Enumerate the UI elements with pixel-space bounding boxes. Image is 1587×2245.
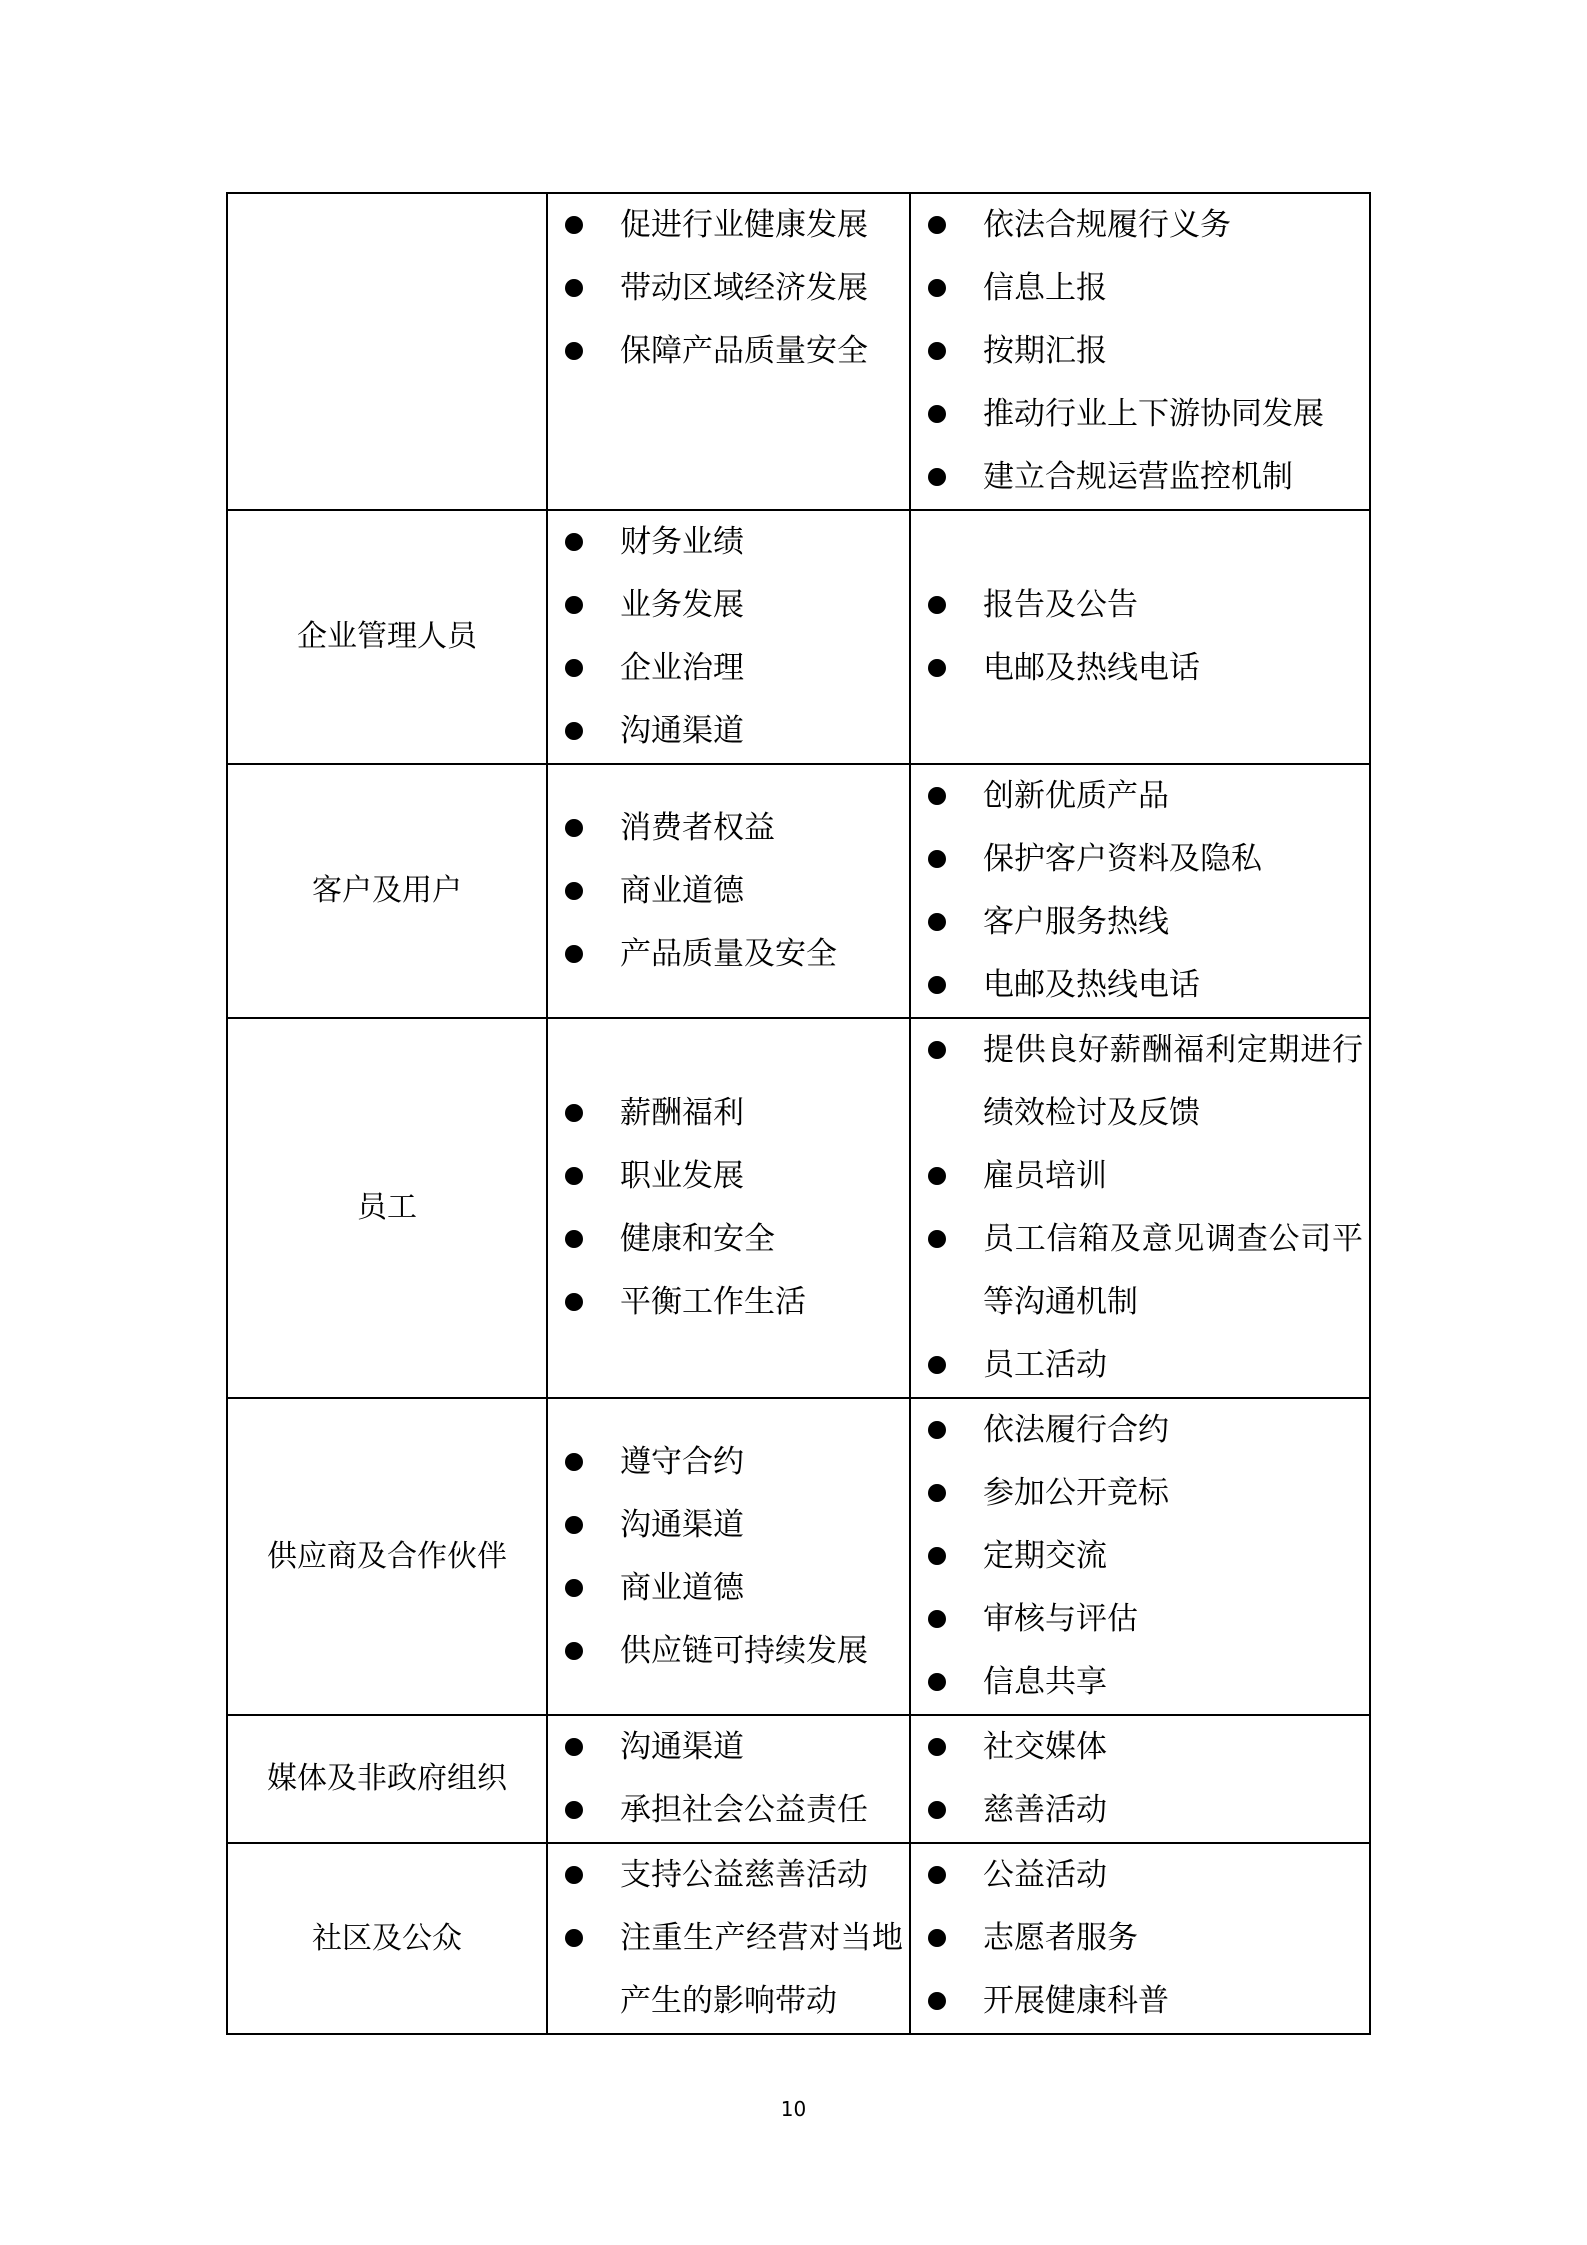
channels-list — [911, 574, 1369, 700]
list-item: 电邮及热线电话 — [911, 637, 1369, 700]
bullet-icon — [928, 596, 946, 614]
list-item: 志愿者服务 — [911, 1907, 1369, 1970]
bullet-icon — [565, 1801, 583, 1819]
list-item: 承担社会公益责任 — [548, 1779, 909, 1842]
list-item: 提供良好薪酬福利定期进行绩效检讨及反馈 — [911, 1019, 1369, 1145]
bullet-icon — [928, 1801, 946, 1819]
list-item: 促进行业健康发展 — [548, 194, 909, 257]
bullet-icon — [928, 1421, 946, 1439]
bullet-icon — [565, 1104, 583, 1122]
bullet-icon — [928, 976, 946, 994]
list-item: 报告及公告 — [911, 574, 1369, 637]
list-item: 审核与评估 — [911, 1588, 1369, 1651]
channels-cell — [910, 1843, 1370, 2034]
list-item: 职业发展 — [548, 1145, 909, 1208]
stakeholder-name: 企业管理人员 — [227, 510, 547, 764]
stakeholder-name — [227, 193, 547, 510]
bullet-icon — [565, 659, 583, 677]
concerns-cell — [547, 1398, 910, 1715]
list-item: 信息上报 — [911, 257, 1369, 320]
stakeholder-name: 供应商及合作伙伴 — [227, 1398, 547, 1715]
list-item: 业务发展 — [548, 574, 909, 637]
bullet-icon — [565, 1167, 583, 1185]
bullet-icon — [565, 1516, 583, 1534]
bullet-icon — [928, 279, 946, 297]
concerns-list — [548, 1844, 909, 2033]
stakeholder-table — [226, 192, 1371, 2035]
list-item: 建立合规运营监控机制 — [911, 446, 1369, 509]
table-row — [227, 1018, 1370, 1398]
bullet-icon — [565, 596, 583, 614]
page-number: 10 — [780, 2097, 807, 2121]
bullet-icon — [928, 659, 946, 677]
bullet-icon — [928, 1992, 946, 2010]
list-item: 沟通渠道 — [548, 1716, 909, 1779]
bullet-icon — [565, 882, 583, 900]
list-item: 客户服务热线 — [911, 891, 1369, 954]
table-row — [227, 193, 1370, 510]
list-item: 参加公开竞标 — [911, 1462, 1369, 1525]
list-item: 商业道德 — [548, 860, 909, 923]
bullet-icon — [928, 1738, 946, 1756]
bullet-icon — [565, 1642, 583, 1660]
list-item: 慈善活动 — [911, 1779, 1369, 1842]
list-item: 支持公益慈善活动 — [548, 1844, 909, 1907]
stakeholder-name: 员工 — [227, 1018, 547, 1398]
concerns-cell — [547, 1018, 910, 1398]
list-item: 创新优质产品 — [911, 765, 1369, 828]
bullet-icon — [928, 1929, 946, 1947]
concerns-list — [548, 797, 909, 986]
bullet-icon — [565, 533, 583, 551]
bullet-icon — [928, 216, 946, 234]
bullet-icon — [565, 216, 583, 234]
concerns-list — [548, 511, 909, 763]
bullet-icon — [565, 1738, 583, 1756]
list-item: 健康和安全 — [548, 1208, 909, 1271]
bullet-icon — [565, 945, 583, 963]
concerns-cell — [547, 510, 910, 764]
list-item: 按期汇报 — [911, 320, 1369, 383]
list-item: 消费者权益 — [548, 797, 909, 860]
bullet-icon — [928, 1230, 946, 1248]
list-item: 员工信箱及意见调查公司平等沟通机制 — [911, 1208, 1369, 1334]
bullet-icon — [928, 1610, 946, 1628]
list-item: 商业道德 — [548, 1557, 909, 1620]
channels-list — [911, 194, 1369, 509]
concerns-list — [548, 1431, 909, 1683]
list-item: 社交媒体 — [911, 1716, 1369, 1779]
bullet-icon — [565, 819, 583, 837]
bullet-icon — [928, 1041, 946, 1059]
list-item: 企业治理 — [548, 637, 909, 700]
list-item: 沟通渠道 — [548, 700, 909, 763]
channels-cell — [910, 510, 1370, 764]
bullet-icon — [565, 1230, 583, 1248]
concerns-list — [548, 1082, 909, 1334]
bullet-icon — [928, 1356, 946, 1374]
list-item: 财务业绩 — [548, 511, 909, 574]
table-row — [227, 1398, 1370, 1715]
bullet-icon — [565, 342, 583, 360]
concerns-cell — [547, 193, 910, 510]
bullet-icon — [928, 1167, 946, 1185]
bullet-icon — [928, 405, 946, 423]
channels-list — [911, 1399, 1369, 1714]
list-item: 保护客户资料及隐私 — [911, 828, 1369, 891]
channels-cell — [910, 1715, 1370, 1843]
list-item: 保障产品质量安全 — [548, 320, 909, 383]
bullet-icon — [928, 850, 946, 868]
concerns-cell — [547, 764, 910, 1018]
list-item: 沟通渠道 — [548, 1494, 909, 1557]
bullet-icon — [928, 913, 946, 931]
table-row — [227, 1715, 1370, 1843]
table-row — [227, 1843, 1370, 2034]
list-item: 平衡工作生活 — [548, 1271, 909, 1334]
table-row — [227, 764, 1370, 1018]
stakeholder-name: 社区及公众 — [227, 1843, 547, 2034]
stakeholder-name: 客户及用户 — [227, 764, 547, 1018]
list-item: 推动行业上下游协同发展 — [911, 383, 1369, 446]
list-item: 带动区域经济发展 — [548, 257, 909, 320]
bullet-icon — [928, 342, 946, 360]
channels-list — [911, 765, 1369, 1017]
list-item: 电邮及热线电话 — [911, 954, 1369, 1017]
channels-cell — [910, 1018, 1370, 1398]
list-item: 产品质量及安全 — [548, 923, 909, 986]
list-item: 薪酬福利 — [548, 1082, 909, 1145]
channels-list — [911, 1844, 1369, 2033]
list-item: 员工活动 — [911, 1334, 1369, 1397]
list-item: 依法履行合约 — [911, 1399, 1369, 1462]
concerns-list — [548, 194, 909, 383]
list-item: 遵守合约 — [548, 1431, 909, 1494]
bullet-icon — [928, 787, 946, 805]
bullet-icon — [928, 1547, 946, 1565]
concerns-cell — [547, 1715, 910, 1843]
bullet-icon — [565, 1929, 583, 1947]
list-item: 注重生产经营对当地产生的影响带动 — [548, 1907, 909, 2033]
list-item: 定期交流 — [911, 1525, 1369, 1588]
list-item: 依法合规履行义务 — [911, 194, 1369, 257]
concerns-list — [548, 1716, 909, 1842]
bullet-icon — [565, 279, 583, 297]
bullet-icon — [928, 468, 946, 486]
list-item: 开展健康科普 — [911, 1970, 1369, 2033]
table-row — [227, 510, 1370, 764]
channels-list — [911, 1716, 1369, 1842]
channels-cell — [910, 764, 1370, 1018]
bullet-icon — [928, 1673, 946, 1691]
channels-cell — [910, 1398, 1370, 1715]
channels-cell — [910, 193, 1370, 510]
bullet-icon — [565, 1453, 583, 1471]
bullet-icon — [565, 1579, 583, 1597]
bullet-icon — [565, 722, 583, 740]
stakeholder-name: 媒体及非政府组织 — [227, 1715, 547, 1843]
bullet-icon — [928, 1866, 946, 1884]
list-item: 雇员培训 — [911, 1145, 1369, 1208]
list-item: 公益活动 — [911, 1844, 1369, 1907]
concerns-cell — [547, 1843, 910, 2034]
bullet-icon — [565, 1293, 583, 1311]
channels-list — [911, 1019, 1369, 1397]
list-item: 信息共享 — [911, 1651, 1369, 1714]
bullet-icon — [928, 1484, 946, 1502]
list-item: 供应链可持续发展 — [548, 1620, 909, 1683]
bullet-icon — [565, 1866, 583, 1884]
